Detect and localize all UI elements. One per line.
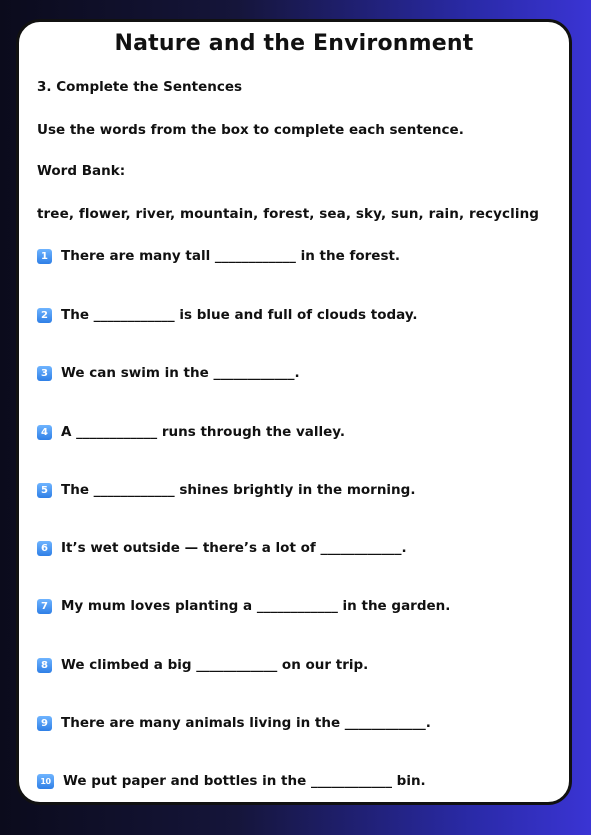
question-item [37,773,426,789]
question-item [37,365,300,381]
number-badge-icon: 6 [37,541,52,556]
number-badge-icon: 1 [37,249,52,264]
number-badge-icon: 4 [37,425,52,440]
section-heading: 3. Complete the Sentences [37,79,243,95]
question-text: My mum loves planting a ____________ in the garden. [61,598,451,614]
instruction-text: Use the words from the box to complete each sentence. [37,122,464,138]
question-text: There are many animals living in the ____________. [61,715,431,731]
number-badge-icon: 5 [37,483,52,498]
worksheet-card [16,19,572,805]
question-item [37,248,400,264]
number-badge-icon: 10 [37,774,54,789]
question-text: A ____________ runs through the valley. [61,424,345,440]
question-item [37,715,431,731]
question-text: We put paper and bottles in the ____________ bin. [63,773,426,789]
number-badge-icon: 8 [37,658,52,673]
question-text: The ____________ is blue and full of clouds today. [61,307,418,323]
number-badge-icon: 3 [37,366,52,381]
question-item [37,307,418,323]
question-item [37,598,450,614]
number-badge-icon: 9 [37,716,52,731]
question-text: We climbed a big ____________ on our trip. [61,657,369,673]
question-text: There are many tall ____________ in the forest. [61,248,401,264]
worksheet-title: Nature and the Environment [114,31,474,56]
question-text: We can swim in the ____________. [61,365,300,381]
number-badge-icon: 2 [37,308,52,323]
question-item [37,482,415,498]
question-item [37,424,345,440]
word-bank-label: Word Bank: [37,163,126,179]
question-item [37,657,368,673]
question-text: The ____________ shines brightly in the morning. [61,482,416,498]
question-item [37,540,407,556]
word-bank-list: tree, flower, river, mountain, forest, sea, sky, sun, rain, recycling [37,206,540,222]
question-text: It’s wet outside — there’s a lot of ____________. [61,540,407,556]
number-badge-icon: 7 [37,599,52,614]
